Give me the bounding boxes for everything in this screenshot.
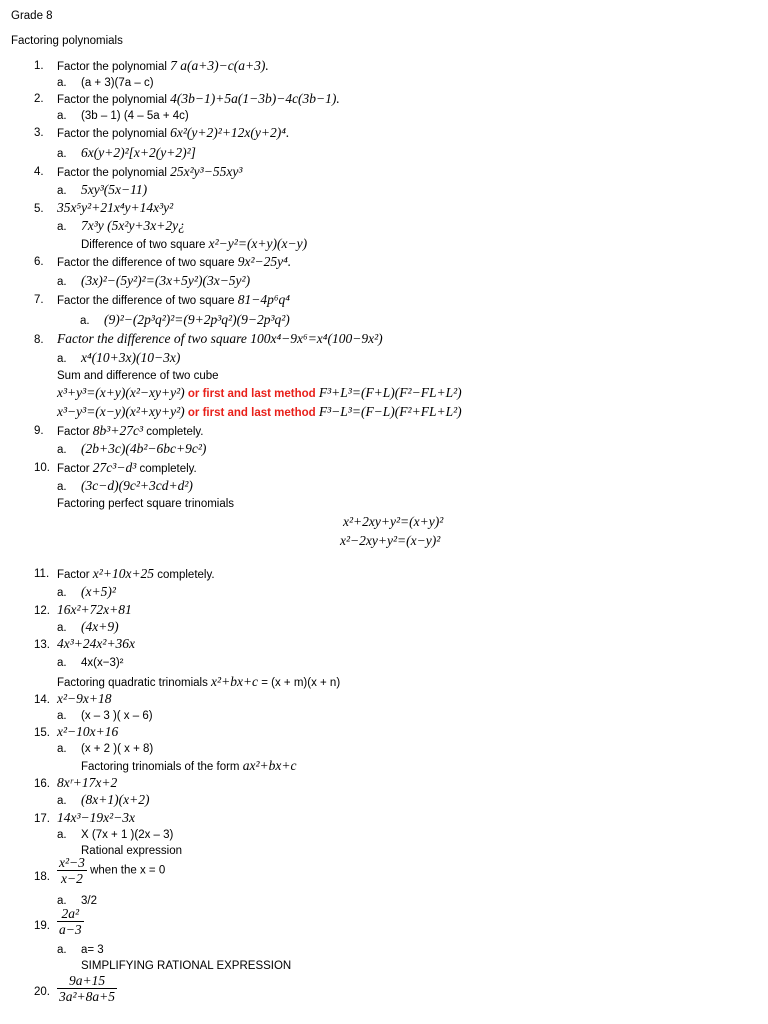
answer: 6x(y+2)²[x+2(y+2)²] [81, 145, 196, 160]
answer: 4x(x−3)² [81, 657, 124, 669]
answer-label: a. [57, 622, 67, 634]
answer-label: a. [57, 221, 67, 233]
answer: (8x+1)(x+2) [81, 792, 150, 807]
answer: (3x)²−(5y²)²=(3x+5y²)(3x−5y²) [81, 273, 251, 288]
question [57, 973, 117, 1004]
item-number: 15. [34, 727, 50, 739]
formula-line: x²+2xy+y²=(x+y)² [343, 514, 444, 529]
formula-line: x³+y³=(x+y)(x²−xy+y²) or first and last method F³+L³=(F+L)(F²−FL+L²) [57, 385, 462, 400]
question: Factor x²+10x+25 completely. [57, 566, 215, 581]
item-number: 20. [34, 986, 50, 998]
section-heading: Rational expression [81, 845, 183, 857]
question: 4x³+24x²+36x [57, 636, 136, 651]
item-number: 8. [34, 334, 44, 346]
fraction: $\frac{\text{2a²}}{a-3}$ [59, 906, 82, 937]
item-number: 18. [34, 871, 50, 883]
question: Factor the difference of two square 9x²−25y⁴. [57, 254, 292, 269]
answer: (4x+9) [81, 619, 119, 634]
subject-title: Factoring polynomials [11, 35, 123, 47]
answer-label: a. [57, 481, 67, 493]
answer-label: a. [57, 795, 67, 807]
answer: X (7x + 1 )(2x – 3) [81, 829, 174, 841]
answer-label: a. [80, 315, 90, 327]
answer-label: a. [57, 710, 67, 722]
item-number: 6. [34, 256, 44, 268]
answer-label: a. [57, 77, 67, 89]
answer: (3b – 1) (4 – 5a + 4c) [81, 110, 189, 122]
question: x²−10x+16 [57, 724, 119, 739]
item-number: 13. [34, 639, 50, 651]
item-number: 3. [34, 127, 44, 139]
item-number: 9. [34, 425, 44, 437]
item-number: 14. [34, 694, 50, 706]
answer: (x+5)² [81, 584, 116, 599]
item-number: 7. [34, 294, 44, 306]
answer-label: a. [57, 110, 67, 122]
answer: (3c−d)(9c²+3cd+d²) [81, 478, 193, 493]
fraction: $\frac{\text{x²−3}}{x-2}$ [59, 855, 85, 886]
question: $\frac{\text{x²−3}}{x-2}$ when the x = 0 [59, 855, 166, 886]
question: Factor the polynomial 6x²(y+2)²+12x(y+2)⁴. [57, 125, 290, 140]
answer-label: a. [57, 944, 67, 956]
answer: (x + 2 )( x + 8) [81, 743, 154, 755]
answer-label: a. [57, 895, 67, 907]
item-number: 11. [34, 568, 50, 580]
answer: x⁴(10+3x)(10−3x) [81, 350, 181, 365]
item-number: 12. [34, 605, 50, 617]
answer: (9)²−(2p³q²)²=(9+2p³q²)(9−2p³q²) [104, 312, 290, 327]
item-number: 19. [34, 920, 50, 932]
item-number: 1. [34, 60, 44, 72]
question: 16x²+72x+81 [57, 602, 132, 617]
question: Factor 27c³−d³ completely. [57, 460, 197, 475]
question: 35x⁵y²+21x⁴y+14x³y² [57, 200, 174, 215]
item-number: 2. [34, 93, 44, 105]
item-number: 5. [34, 203, 44, 215]
answer-label: a. [57, 444, 67, 456]
question [57, 906, 84, 937]
question: Factor the polynomial 4(3b−1)+5a(1−3b)−4c(3b−1). [57, 91, 340, 106]
answer: (a + 3)(7a – c) [81, 77, 154, 89]
fraction: $\frac{9a+15}{\text{3a²+8a+5}}$ [59, 973, 116, 1004]
item-number: 10. [34, 462, 50, 474]
section-heading: SIMPLIFYING RATIONAL EXPRESSION [81, 960, 292, 972]
section-heading: Factoring trinomials of the form ax²+bx+c [81, 758, 297, 773]
answer: 7x³y (5x²y+3x+2y¿ [81, 218, 185, 233]
answer-label: a. [57, 185, 67, 197]
question: Factor the difference of two square 100x⁴−9x⁶=x⁴(100−9x²) [57, 331, 383, 346]
answer-label: a. [57, 148, 67, 160]
answer-label: a. [57, 353, 67, 365]
answer-label: a. [57, 829, 67, 841]
question: x²−9x+18 [57, 691, 112, 706]
answer-label: a. [57, 657, 67, 669]
question: 14x³−19x²−3x [57, 810, 136, 825]
question: Factor the difference of two square 81−4p⁶q⁴ [57, 292, 290, 307]
answer-label: a. [57, 587, 67, 599]
question: Factor the polynomial 7 a(a+3)−c(a+3). [57, 58, 269, 73]
section-heading: Sum and difference of two cube [57, 370, 219, 382]
grade-title: Grade 8 [11, 10, 53, 22]
formula-line: x³−y³=(x−y)(x²+xy+y²) or first and last method F³−L³=(F−L)(F²+FL+L²) [57, 404, 462, 419]
answer: (x – 3 )( x – 6) [81, 710, 153, 722]
item-number: 17. [34, 813, 50, 825]
answer: 3/2 [81, 895, 97, 907]
answer: 5xy³(5x−11) [81, 182, 148, 197]
question: 8xʳ+17x+2 [57, 775, 118, 790]
answer-label: a. [57, 743, 67, 755]
question: Factor 8b³+27c³ completely. [57, 423, 204, 438]
question: Factor the polynomial 25x²y³−55xy³ [57, 164, 243, 179]
item-number: 4. [34, 166, 44, 178]
formula-line: x²−2xy+y²=(x−y)² [340, 533, 441, 548]
section-heading: Factoring quadratic trinomials x²+bx+c = (x + m)(x + n) [57, 674, 341, 689]
answer: (2b+3c)(4b²−6bc+9c²) [81, 441, 207, 456]
section-heading: Factoring perfect square trinomials [57, 498, 235, 510]
item-number: 16. [34, 778, 50, 790]
answer-label: a. [57, 276, 67, 288]
note: Difference of two square x²−y²=(x+y)(x−y) [81, 236, 308, 251]
answer: a= 3 [81, 944, 104, 956]
